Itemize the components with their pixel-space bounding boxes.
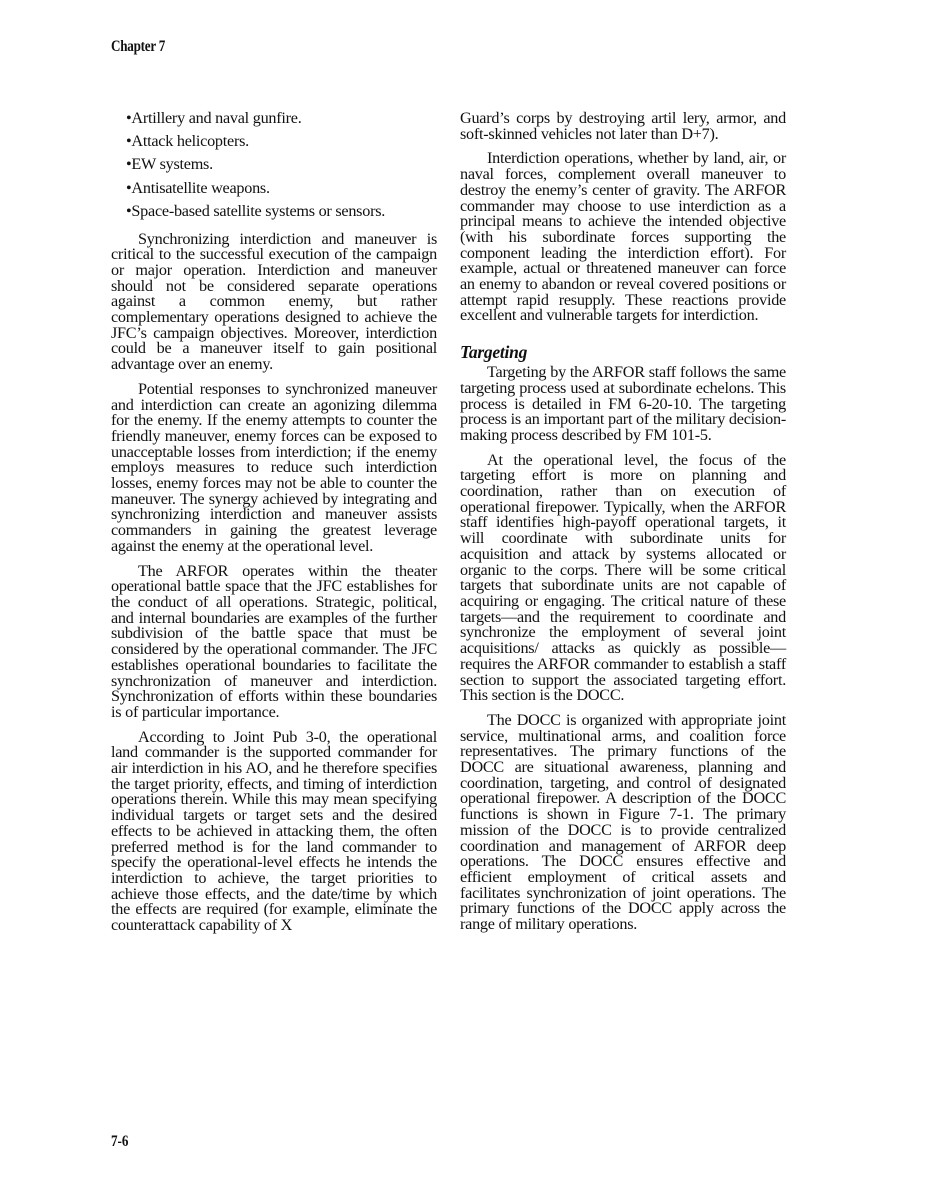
paragraph: Targeting by the ARFOR staff follows the same targeting process used at subordinate echelons. This process is detailed in FM 6-20-10. The targeting process is an important part of the military decision-making process described by FM 101-5.: [460, 363, 786, 444]
paragraph: Potential responses to synchronized maneuver and interdiction can create an agonizing dilemma for the enemy. If the enemy attempts to counter the friendly maneuver, enemy forces can be exposed to unacceptable losses from interdiction; if the enemy employs measures to reduce such interdiction losses, enemy forces may not be able to counter the maneuver. The synergy achieved by integrating and synchronizing interdiction and maneuver assists commanders in gaining the greatest leverage against the enemy at the operational level.: [111, 379, 437, 555]
paragraph: The DOCC is organized with appropriate joint service, multinational arms, and coalition force representatives. The primary functions of the DOCC are situational awareness, planning and coordination, targeting, and control of designated operational firepower. A description of the DOCC functions is shown in Figure 7-1. The primary mission of the DOCC is to provide centralized coordination and management of ARFOR deep operations. The DOCC ensures effective and efficient employment of critical assets and facilitates synchronization of joint operations. The primary functions of the DOCC apply across the range of military operations.: [460, 710, 786, 934]
list-item: • Antisatellite weapons.: [126, 181, 437, 197]
list-item: • Attack helicopters.: [126, 134, 437, 150]
right-column: [460, 111, 786, 942]
weapon-systems-list: [126, 111, 437, 220]
paragraph: At the operational level, the focus of the targeting effort is more on planning and coordination, rather than on execution of operational firepower. Typically, when the ARFOR staff identifies high-payoff operational targets, it will coordinate with subordinate units for acquisition and attack by systems allocated or organic to the corps. There will be some critical targets that subordinate units are not capable of acquiring or engaging. The critical nature of these targets—and the requirement to coordinate and synchronize the employment of several joint acquisitions/ attacks as quickly as possible—requires the ARFOR commander to establish a staff section to support the associated targeting effort. This section is the DOCC.: [460, 450, 786, 705]
paragraph: Interdiction operations, whether by land, air, or naval forces, complement overall maneuver to destroy the enemy’s center of gravity. The ARFOR commander may choose to use interdiction as a principal means to achieve the intended objective (with his subordinate forces supporting the component leading the interdiction effort). For example, actual or threatened maneuver can force an enemy to abandon or reveal covered positions or attempt rapid resupply. These reactions provide excellent and vulnerable targets for interdiction.: [460, 149, 786, 325]
list-item: • EW systems.: [126, 157, 437, 173]
list-item: • Space-based satellite systems or sensors.: [126, 204, 437, 220]
list-item: • Artillery and naval gunfire.: [126, 111, 437, 127]
paragraph-continuation: Guard’s corps by destroying artil lery, armor, and soft-skinned vehicles not later than D+7).: [460, 109, 786, 143]
paragraph: According to Joint Pub 3-0, the operational land commander is the supported commander for air interdiction in his AO, and he therefore specifies the target priority, effects, and timing of interdiction operations therein. While this may mean specifying individual targets or target sets and the desired effects to be achieved in attacking them, the often preferred method is for the land commander to specify the operational-level effects he intends the interdiction to achieve, the target priorities to achieve those effects, and the date/time by which the effects are required (for example, eliminate the counterattack capability of X: [111, 727, 437, 935]
paragraph: Synchronizing interdiction and maneuver is critical to the successful execution of the campaign or major operation. Interdiction and maneuver should not be considered separate operations against a common enemy, but rather complementary operations designed to achieve the JFC’s campaign objectives. Moreover, interdiction could be a maneuver itself to gain positional advantage over an enemy.: [111, 229, 437, 374]
section-heading: Targeting: [460, 342, 528, 363]
page-number: 7-6: [111, 1133, 129, 1150]
paragraph: The ARFOR operates within the theater operational battle space that the JFC establishes for the conduct of all operations. Strategic, political, and internal boundaries are examples of the further subdivision of the battle space that must be considered by the operational commander. The JFC establishes operational boundaries to facilitate the synchronization of maneuver and interdiction. Synchronization of efforts within these boundaries is of particular importance.: [111, 561, 437, 721]
left-column: [111, 111, 437, 943]
chapter-header: Chapter 7: [111, 38, 166, 55]
